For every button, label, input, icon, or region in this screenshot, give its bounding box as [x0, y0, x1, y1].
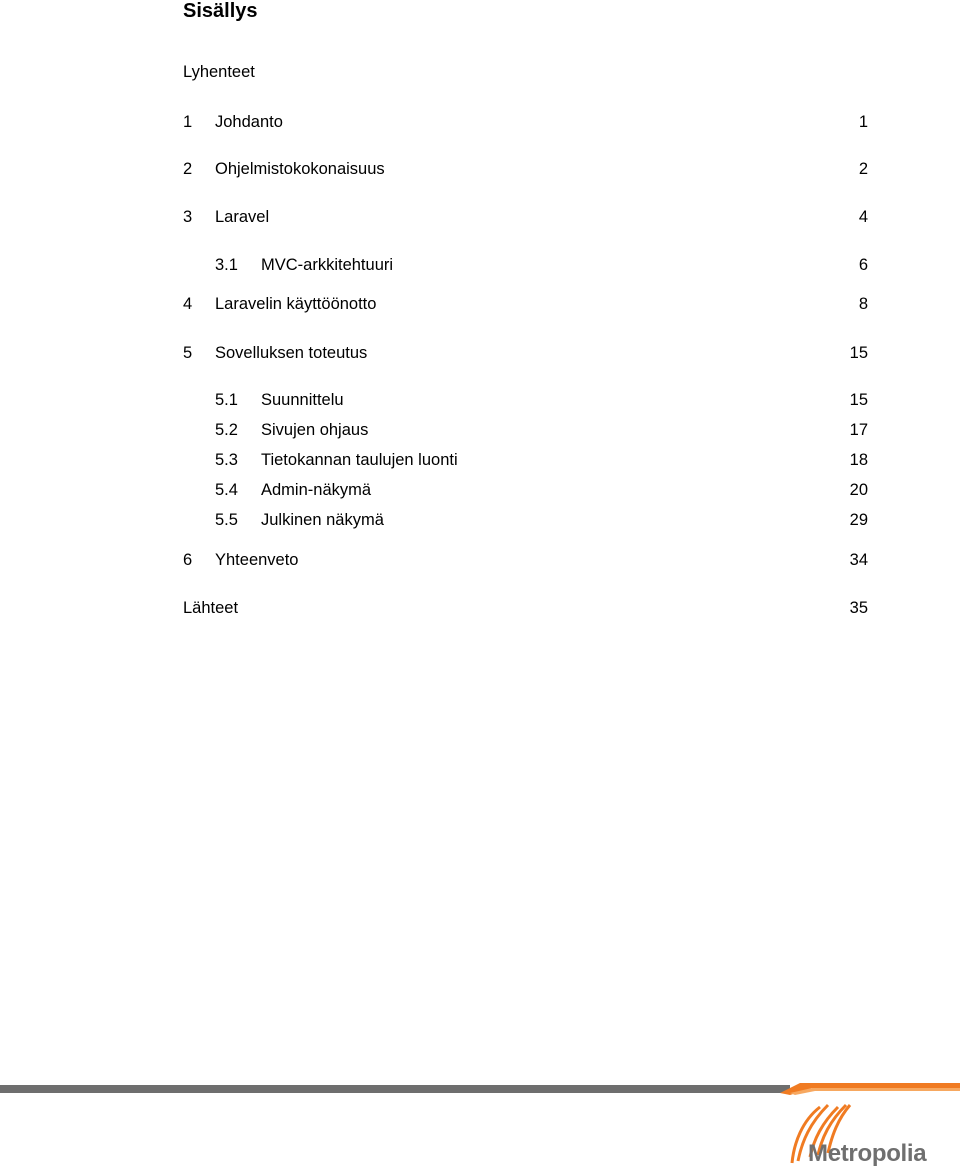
toc-entry-label: Ohjelmistokokonaisuus [215, 160, 385, 178]
toc-entry-label: Lähteet [183, 599, 239, 617]
toc-entry-number: 2 [183, 160, 193, 178]
toc-entry-label: Johdanto [215, 113, 283, 131]
toc-entry-label: Sovelluksen toteutus [215, 344, 368, 362]
toc-entry-page: 34 [849, 551, 868, 569]
toc-entry-number: 3 [183, 208, 193, 226]
toc-entry-page: 18 [849, 451, 868, 469]
toc-entry-page: 17 [849, 421, 868, 439]
toc-entry[interactable] [0, 254, 960, 276]
toc-entry[interactable] [0, 449, 960, 471]
toc-entry-label: MVC-arkkitehtuuri [261, 256, 394, 274]
toc-entry-page: 6 [858, 256, 868, 274]
toc-entry-page: 29 [849, 511, 868, 529]
toc-entry-page: 35 [849, 599, 868, 617]
toc-entry-label: Julkinen näkymä [261, 511, 384, 529]
toc-entry-number: 6 [183, 551, 193, 569]
toc-entry[interactable] [0, 342, 960, 364]
toc-entry-page: 8 [858, 295, 868, 313]
toc-entry-label: Admin-näkymä [261, 481, 372, 499]
toc-entry[interactable] [0, 293, 960, 315]
toc-entry-page: 15 [849, 391, 868, 409]
toc-entry-label: Lyhenteet [183, 63, 255, 81]
logo-text: Metropolia [808, 1140, 927, 1167]
toc-entry-page: 1 [858, 113, 868, 131]
toc-entry-number: 5 [183, 344, 193, 362]
toc-entry[interactable] [0, 549, 960, 571]
page-title: Sisällys [183, 0, 258, 22]
toc-entry-page: 4 [858, 208, 868, 226]
toc-entry-number: 5.1 [215, 391, 238, 409]
toc-entry-page: 15 [849, 344, 868, 362]
footer-bar-gray [0, 1085, 790, 1093]
toc-entry-label: Tietokannan taulujen luonti [261, 451, 458, 469]
toc-entry-label: Yhteenveto [215, 551, 299, 569]
toc-entry-number: 5.2 [215, 421, 238, 439]
toc-entry-number: 3.1 [215, 256, 238, 274]
toc-entry-number: 4 [183, 295, 193, 313]
toc-entry[interactable] [0, 61, 960, 83]
toc-entry[interactable] [0, 509, 960, 531]
toc-entry-page: 20 [849, 481, 868, 499]
toc-entry-label: Laravelin käyttöönotto [215, 295, 377, 313]
footer-bar-orange-shadow [790, 1088, 960, 1095]
toc-entry-label: Laravel [215, 208, 270, 226]
toc-entry[interactable] [0, 206, 960, 228]
toc-entry[interactable] [0, 389, 960, 411]
toc-entry-label: Sivujen ohjaus [261, 421, 369, 439]
toc-entry-number: 5.5 [215, 511, 238, 529]
toc-entry-number: 5.4 [215, 481, 238, 499]
toc-entry[interactable] [0, 597, 960, 619]
toc-entry[interactable] [0, 419, 960, 441]
footer-bar [0, 1083, 960, 1095]
toc-entry[interactable] [0, 479, 960, 501]
toc-entry[interactable] [0, 111, 960, 133]
toc-entry[interactable] [0, 158, 960, 180]
toc-entry-label: Suunnittelu [261, 391, 344, 409]
toc-entry-number: 5.3 [215, 451, 238, 469]
toc-entry-page: 2 [858, 160, 868, 178]
toc-entry-number: 1 [183, 113, 193, 131]
